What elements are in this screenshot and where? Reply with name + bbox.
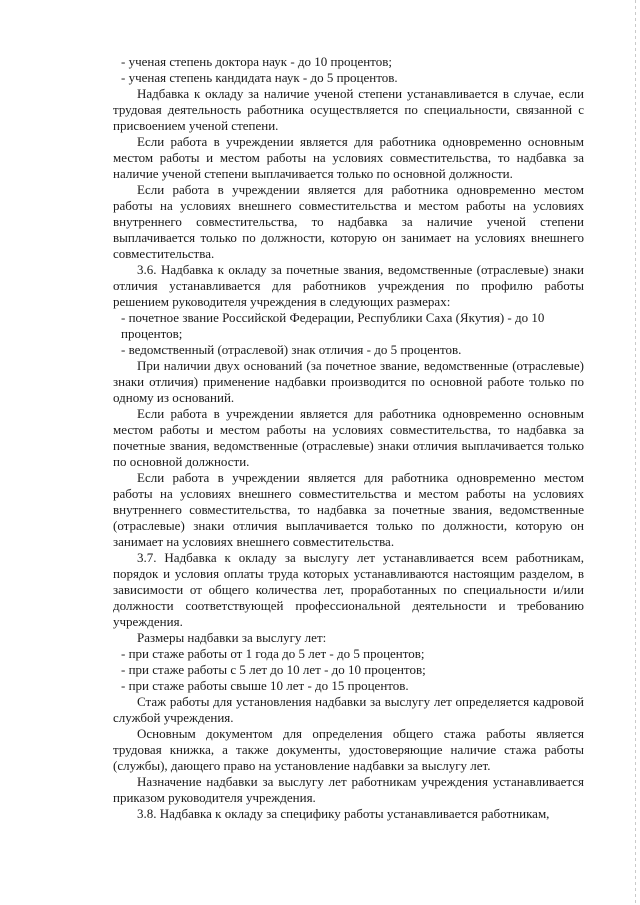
- paragraph: 3.7. Надбавка к окладу за выслугу лет устанавливается всем работникам, порядок и условия оплаты труда которых устанавливаются настоящим разделом, в зависимости от общего количества лет, проработанных по специальности и/или должности соответствующей профессиональной деятельности и требованию учреждения.: [113, 550, 584, 629]
- paragraph: Стаж работы для установления надбавки за выслугу лет определяется кадровой службой учреждения.: [113, 694, 584, 725]
- paragraph: Если работа в учреждении является для работника одновременно местом работы на условиях внешнего совместительства и местом работы на условиях внутреннего совместительства, то надбавка за наличие ученой степени выплачивается только по должности, которую он занимает на условиях внешнего совместительства.: [113, 182, 584, 261]
- document-body: [113, 54, 584, 822]
- paragraph: 3.6. Надбавка к окладу за почетные звания, ведомственные (отраслевые) знаки отличия устанавливается для работников учреждения по профилю работы решением руководителя учреждения в следующих размерах:: [113, 262, 584, 309]
- paragraph: Основным документом для определения общего стажа работы является трудовая книжка, а также документы, удостоверяющие наличие стажа работы (службы), дающего право на установление надбавки за выслугу лет.: [113, 726, 584, 773]
- paragraph: Размеры надбавки за выслугу лет:: [137, 630, 327, 645]
- paragraph: При наличии двух оснований (за почетное звание, ведомственные (отраслевые) знаки отличия) применение надбавки производится по основной работе только по одному из оснований.: [113, 358, 584, 405]
- list-item: - ученая степень доктора наук - до 10 процентов;: [121, 54, 392, 69]
- paragraph: Если работа в учреждении является для работника одновременно основным местом работы и местом работы на условиях совместительства, то надбавка за почетные звания, ведомственные (отраслевые) знаки отличия выплачивается только по основной должности.: [113, 406, 584, 469]
- paragraph: 3.8. Надбавка к окладу за специфику работы устанавливается работникам,: [137, 806, 550, 821]
- paragraph: Назначение надбавки за выслугу лет работникам учреждения устанавливается приказом руководителя учреждения.: [113, 774, 584, 805]
- list-item: - при стаже работы от 1 года до 5 лет - до 5 процентов;: [121, 646, 425, 661]
- list-item: - почетное звание Российской Федерации, Республики Саха (Якутия) - до 10 процентов;: [121, 310, 545, 341]
- list-item: - ученая степень кандидата наук - до 5 процентов.: [121, 70, 398, 85]
- paragraph: Если работа в учреждении является для работника одновременно местом работы на условиях внешнего совместительства и местом работы на условиях внутреннего совместительства, то надбавка за почетные звания, ведомственные (отраслевые) знаки отличия выплачивается только по должности, которую он занимает на условиях внешнего совместительства.: [113, 470, 584, 549]
- scan-edge-line: [635, 0, 636, 905]
- list-item: - при стаже работы с 5 лет до 10 лет - до 10 процентов;: [121, 662, 426, 677]
- list-item: - при стаже работы свыше 10 лет - до 15 процентов.: [121, 678, 409, 693]
- paragraph: Если работа в учреждении является для работника одновременно основным местом работы и местом работы на условиях совместительства, то надбавка за наличие ученой степени выплачивается только по основной должности.: [113, 134, 584, 181]
- paragraph: Надбавка к окладу за наличие ученой степени устанавливается в случае, если трудовая деятельность работника осуществляется по специальности, связанной с присвоением ученой степени.: [113, 86, 584, 133]
- list-item: - ведомственный (отраслевой) знак отличия - до 5 процентов.: [121, 342, 462, 357]
